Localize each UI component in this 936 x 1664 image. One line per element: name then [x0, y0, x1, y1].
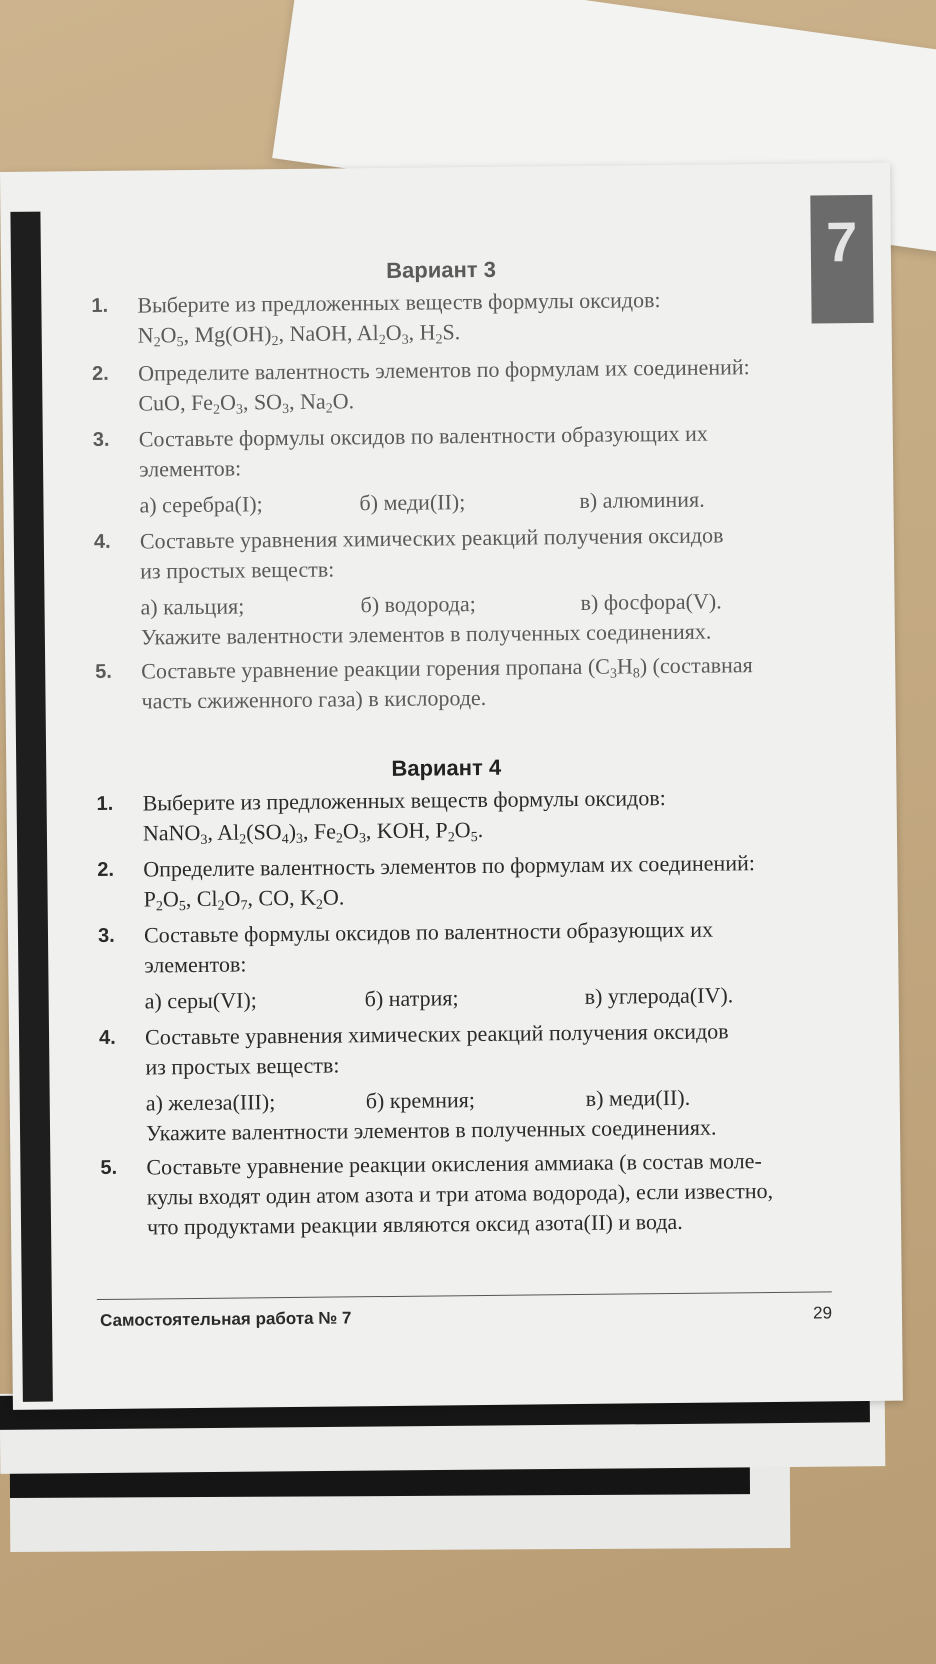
chapter-tab: 7 — [810, 195, 873, 324]
variant-3-title: Вариант 3 — [386, 256, 497, 283]
v3-task-2 — [92, 352, 803, 419]
option-c: в) фосфора(V). — [580, 588, 722, 615]
option-b: б) меди(II); — [359, 489, 466, 516]
task-text: Составьте формулы оксидов по валентности образующих их — [138, 420, 708, 452]
option-b: б) кремния; — [365, 1087, 476, 1114]
page-spine — [10, 212, 52, 1402]
option-c: в) углерода(IV). — [584, 982, 734, 1009]
option-a: а) железа(III); — [145, 1089, 276, 1116]
task-text: Укажите валентности элементов в полученных соединениях. — [140, 618, 712, 650]
option-a: а) кальция; — [140, 593, 245, 620]
option-b: б) водорода; — [360, 591, 476, 618]
task-number: 1. — [91, 294, 109, 318]
task-number: 3. — [92, 428, 110, 452]
footer-title: Самостоятельная работа № 7 — [99, 1308, 352, 1331]
formula-list: $P_2O_5$, $Cl_2O_7$, CO, $K_2O$. — [143, 884, 345, 915]
v3-task-1 — [91, 284, 802, 351]
task-text: кулы входят один атом азота и три атома водорода), если известно, — [146, 1177, 774, 1210]
v3-task-3 — [93, 418, 804, 521]
v4-task-4 — [99, 1016, 810, 1149]
task-text: Определите валентность элементов по формулам их соединений: — [143, 850, 756, 882]
task-text: Выберите из предложенных веществ формулы оксидов: — [137, 287, 661, 318]
task-number: 2. — [92, 362, 109, 386]
task-text: Составьте уравнения химических реакций получения оксидов — [144, 1018, 729, 1050]
task-number: 4. — [93, 530, 111, 554]
task-number: 2. — [97, 858, 115, 882]
v3-task-5 — [95, 650, 806, 717]
task-number: 3. — [97, 924, 115, 948]
workbook-page — [0, 163, 903, 1410]
v4-task-1 — [96, 782, 807, 849]
v4-task-3 — [98, 914, 809, 1017]
option-b: б) натрия; — [364, 985, 459, 1012]
task-text: элементов: — [144, 951, 247, 978]
task-number: 1. — [96, 792, 114, 816]
task-text: из простых веществ: — [140, 556, 335, 584]
task-text: Составьте формулы оксидов по валентности образующих их — [143, 916, 714, 948]
option-c: в) меди(II). — [585, 1084, 691, 1111]
option-c: в) алюминия. — [579, 486, 705, 513]
v4-task-2 — [97, 848, 808, 915]
task-number: 5. — [100, 1156, 118, 1180]
task-text: Определите валентность элементов по формулам их соединений: — [137, 354, 750, 386]
variant-4-title: Вариант 4 — [391, 754, 502, 781]
footer-divider — [97, 1291, 832, 1300]
formula-list: $N_2O_5$, $Mg(OH)_2$, NaOH, $Al_2O_3$, $H_2S$. — [137, 319, 461, 351]
formula-list: CuO, $Fe_2O_3$, $SO_3$, $Na_2O$. — [138, 388, 355, 418]
v3-task-4 — [94, 520, 805, 653]
task-text: Составьте уравнение реакции окисления аммиака (в состав моле- — [146, 1148, 762, 1180]
option-a: а) серебра(I); — [139, 491, 263, 518]
option-a: а) серы(VI); — [144, 987, 257, 1014]
task-text: Укажите валентности элементов в полученных соединениях. — [145, 1114, 717, 1146]
task-text: Составьте уравнение реакции горения пропана $(C_3H_8)$ (составная — [141, 652, 753, 684]
v4-task-5 — [100, 1146, 811, 1243]
task-number: 5. — [95, 660, 113, 684]
task-text: элементов: — [138, 455, 242, 482]
formula-list: NaNO$_3$, $Al_2(SO_4)_3$, $Fe_2O_3$, KOH, $P_2O_5$. — [142, 816, 484, 848]
task-text: из простых веществ: — [145, 1052, 340, 1080]
task-text: Выберите из предложенных веществ формулы оксидов: — [142, 785, 666, 816]
task-text: Составьте уравнения химических реакций получения оксидов — [139, 522, 724, 554]
task-text: часть сжиженного газа) в кислороде. — [141, 684, 487, 714]
task-text: что продуктами реакции являются оксид азота(II) и вода. — [146, 1208, 683, 1240]
task-number: 4. — [98, 1026, 116, 1050]
page-number: 29 — [812, 1303, 833, 1323]
